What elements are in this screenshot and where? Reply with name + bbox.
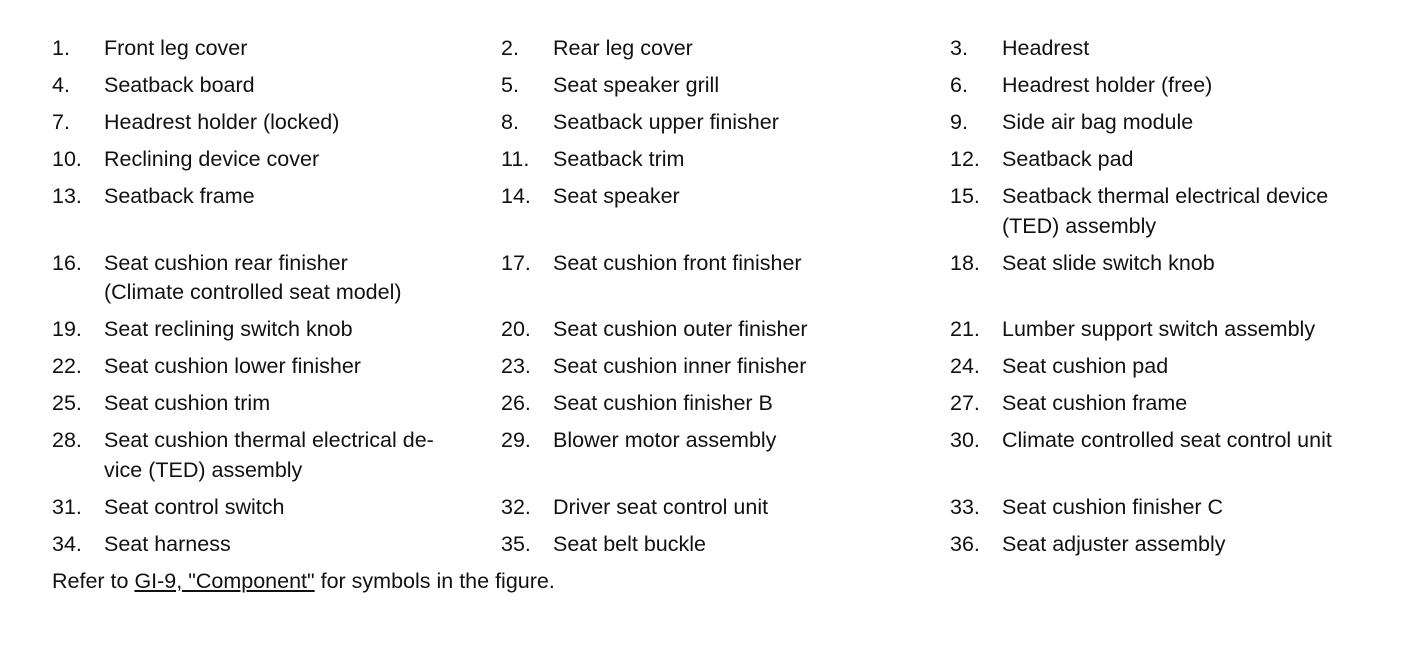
legend-item-number: 14. xyxy=(501,184,531,208)
legend-item-number: 32. xyxy=(501,494,531,519)
legend-item-number: 17. xyxy=(501,250,531,275)
legend-item-label: Seat belt buckle xyxy=(553,531,706,556)
legend-item-label: Seat cushion rear finisher (Climate controlled seat model) xyxy=(104,250,402,304)
legend-item xyxy=(950,352,1382,382)
legend-item xyxy=(52,249,501,308)
legend-item-number: 22. xyxy=(52,354,82,378)
legend-item-label: Lumber support switch assembly xyxy=(1002,317,1316,341)
legend-item xyxy=(501,493,950,523)
legend-item-number: 5. xyxy=(501,73,519,97)
legend-item-number: 12. xyxy=(950,147,980,171)
legend-item-label: Seat cushion pad xyxy=(1002,354,1169,378)
legend-item-label: Front leg cover xyxy=(104,36,248,60)
legend-row xyxy=(52,493,1382,523)
legend-item-number: 36. xyxy=(950,531,980,556)
legend-item-number: 29. xyxy=(501,428,531,452)
legend-item-label: Blower motor assembly xyxy=(553,428,777,452)
legend-item-label: Seat cushion lower finisher xyxy=(104,354,361,378)
legend-item-number: 23. xyxy=(501,354,531,378)
legend-item-label: Seat cushion inner finisher xyxy=(553,354,807,378)
legend-item-label: Seat cushion front finisher xyxy=(553,250,802,275)
legend-item-number: 3. xyxy=(950,36,968,60)
legend-row xyxy=(52,145,1382,175)
legend-row xyxy=(52,182,1382,241)
legend-item-label: Seat control switch xyxy=(104,494,285,519)
legend-item xyxy=(52,315,501,345)
legend-item-number: 18. xyxy=(950,250,980,275)
legend-item-number: 11. xyxy=(501,147,530,171)
legend-row xyxy=(52,426,1382,485)
legend-item-label: Seatback pad xyxy=(1002,147,1134,171)
legend-item xyxy=(501,530,950,560)
legend-item-number: 34. xyxy=(52,531,82,556)
legend-row xyxy=(52,108,1382,138)
legend-item xyxy=(501,182,950,212)
legend-item-label: Seat adjuster assembly xyxy=(1002,531,1226,556)
legend-item-number: 2. xyxy=(501,36,519,60)
legend-item-label: Seat cushion trim xyxy=(104,391,271,415)
legend-item-label: Seat speaker grill xyxy=(553,73,720,97)
legend-item xyxy=(950,426,1382,456)
component-reference-link[interactable]: GI-9, "Component" xyxy=(134,568,315,593)
legend-item xyxy=(950,249,1382,279)
legend-item-number: 25. xyxy=(52,391,82,415)
legend-item-number: 19. xyxy=(52,317,82,341)
legend-row xyxy=(52,389,1382,419)
legend-item xyxy=(52,34,501,64)
legend-item xyxy=(950,389,1382,419)
legend-item-label: Seatback upper finisher xyxy=(553,110,779,134)
legend-row xyxy=(52,71,1382,101)
legend-item-number: 8. xyxy=(501,110,519,134)
legend-item xyxy=(950,145,1382,175)
legend-item-label: Headrest xyxy=(1002,36,1090,60)
legend-item xyxy=(501,34,950,64)
legend-item xyxy=(950,530,1382,560)
legend-item-number: 35. xyxy=(501,531,531,556)
legend-item-number: 21. xyxy=(950,317,980,341)
footer-prefix: Refer to xyxy=(52,568,135,593)
legend-item-number: 24. xyxy=(950,354,980,378)
legend-item-label: Headrest holder (locked) xyxy=(104,110,340,134)
legend-row xyxy=(52,530,1382,560)
legend-item xyxy=(52,352,501,382)
legend-item-label: Seatback thermal electrical device (TED) assembly xyxy=(1002,184,1329,238)
legend-item xyxy=(950,315,1382,345)
legend-item-label: Reclining device cover xyxy=(104,147,320,171)
legend-item-label: Seat cushion thermal electrical de- vice (TED) assembly xyxy=(104,428,434,482)
legend-item-label: Seat harness xyxy=(104,531,231,556)
legend-item-label: Seat cushion finisher B xyxy=(553,391,773,415)
legend-item xyxy=(52,493,501,523)
legend-item xyxy=(501,71,950,101)
legend-item xyxy=(52,530,501,560)
legend-item-label: Climate controlled seat control unit xyxy=(1002,428,1332,452)
legend-item-number: 30. xyxy=(950,428,980,452)
legend-item xyxy=(501,145,950,175)
component-legend xyxy=(52,34,1382,596)
legend-item-label: Seat cushion frame xyxy=(1002,391,1188,415)
legend-item-number: 10. xyxy=(52,147,82,171)
legend-item-label: Seat reclining switch knob xyxy=(104,317,353,341)
legend-item xyxy=(501,352,950,382)
legend-item-number: 26. xyxy=(501,391,531,415)
legend-item-number: 6. xyxy=(950,73,968,97)
legend-item-label: Rear leg cover xyxy=(553,36,693,60)
legend-item xyxy=(950,182,1382,241)
legend-item xyxy=(501,389,950,419)
legend-item-label: Seat speaker xyxy=(553,184,680,208)
legend-item-number: 31. xyxy=(52,494,82,519)
legend-item-number: 4. xyxy=(52,73,70,97)
legend-item-number: 28. xyxy=(52,428,82,452)
legend-item-label: Seat cushion finisher C xyxy=(1002,494,1224,519)
legend-item xyxy=(501,315,950,345)
legend-row xyxy=(52,315,1382,345)
legend-item-number: 1. xyxy=(52,36,70,60)
legend-item xyxy=(501,108,950,138)
legend-item xyxy=(501,426,950,456)
legend-item xyxy=(52,71,501,101)
legend-row xyxy=(52,34,1382,64)
legend-item-label: Headrest holder (free) xyxy=(1002,73,1213,97)
legend-item-number: 16. xyxy=(52,250,82,275)
legend-item-number: 15. xyxy=(950,184,980,208)
legend-item-label: Driver seat control unit xyxy=(553,494,769,519)
legend-item xyxy=(501,249,950,279)
legend-item xyxy=(950,108,1382,138)
legend-item xyxy=(52,182,501,212)
legend-item xyxy=(52,108,501,138)
legend-item-label: Seat slide switch knob xyxy=(1002,250,1215,275)
legend-item xyxy=(52,389,501,419)
legend-item-number: 9. xyxy=(950,110,968,134)
legend-item-number: 7. xyxy=(52,110,70,134)
legend-item-number: 20. xyxy=(501,317,531,341)
legend-item-label: Seatback trim xyxy=(553,147,685,171)
legend-item xyxy=(52,426,501,485)
legend-item-label: Seatback frame xyxy=(104,184,255,208)
legend-item xyxy=(950,71,1382,101)
legend-row xyxy=(52,352,1382,382)
footer-suffix: for symbols in the figure. xyxy=(314,568,555,593)
legend-item xyxy=(950,34,1382,64)
legend-item-number: 27. xyxy=(950,391,980,415)
legend-item-number: 13. xyxy=(52,184,82,208)
legend-row xyxy=(52,249,1382,308)
legend-item-number: 33. xyxy=(950,494,980,519)
legend-item xyxy=(950,493,1382,523)
legend-item xyxy=(52,145,501,175)
legend-item-label: Seatback board xyxy=(104,73,255,97)
legend-item-label: Side air bag module xyxy=(1002,110,1194,134)
legend-item-label: Seat cushion outer finisher xyxy=(553,317,808,341)
footer-note xyxy=(52,567,1382,597)
